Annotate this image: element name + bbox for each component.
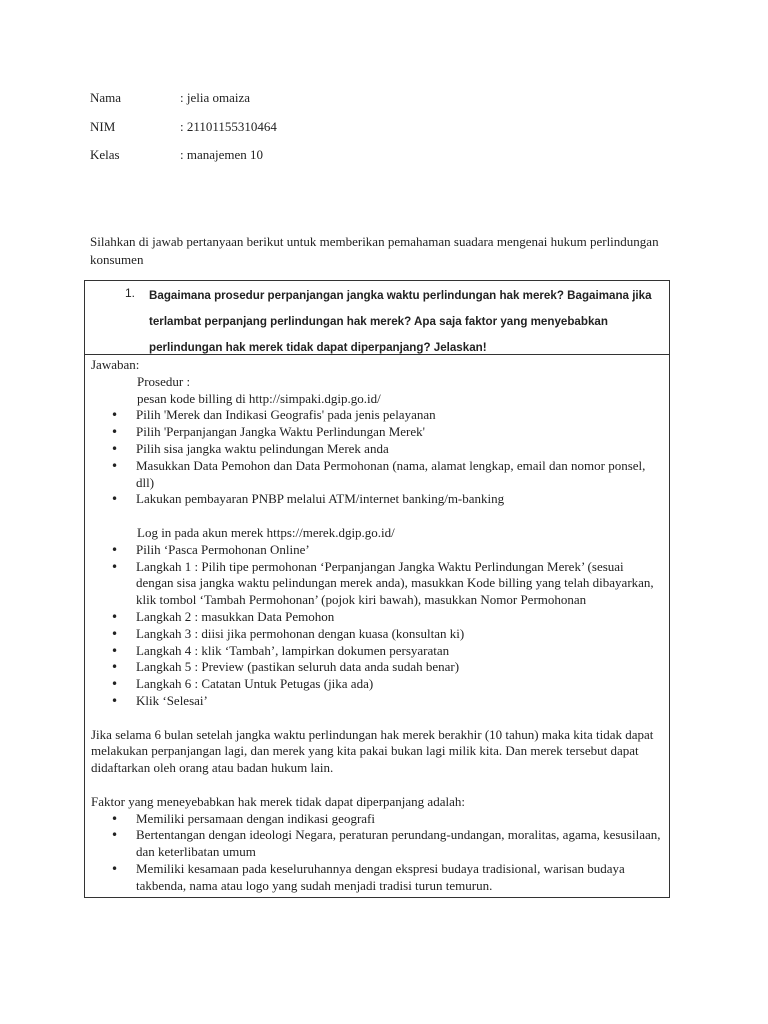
list-item: • Langkah 6 : Catatan Untuk Petugas (jika ada) bbox=[136, 676, 663, 693]
list-item: • Pilih sisa jangka waktu pelindungan Merek anda bbox=[136, 441, 663, 458]
identity-value: : manajemen 10 bbox=[180, 147, 264, 162]
list-item: • Memiliki kesamaan pada keseluruhannya dengan ekspresi budaya tradisional, warisan budaya takbenda, nama atau logo yang sudah menjadi tradisi turun temurun. bbox=[136, 861, 663, 895]
late-renewal-paragraph: Jika selama 6 bulan setelah jangka waktu perlindungan hak merek berakhir (10 tahun) maka kita tidak dapat melakukan perpanjangan lagi, dan merek yang kita pakai bukan lagi milik kita. Dan merek tersebut dapat didaftarkan oleh orang atau badan hukum lain. bbox=[91, 726, 654, 776]
billing-steps-list bbox=[91, 407, 663, 508]
list-item: • Langkah 2 : masukkan Data Pemohon bbox=[136, 609, 663, 626]
identity-row-nim bbox=[90, 119, 490, 148]
list-item: • Masukkan Data Pemohon dan Data Permohonan (nama, alamat lengkap, email dan nomor ponsel, dll) bbox=[136, 458, 663, 492]
list-item: • Langkah 5 : Preview (pastikan seluruh data anda sudah benar) bbox=[136, 659, 663, 676]
factors-list bbox=[91, 811, 663, 895]
question-number: 1. bbox=[124, 286, 135, 300]
login-steps-list bbox=[91, 542, 663, 710]
intro-paragraph: Silahkan di jawab pertanyaan berikut untuk memberikan pemahaman suadara mengenai hukum perlindungan konsumen bbox=[90, 234, 659, 267]
prosedur-label: Prosedur : bbox=[137, 373, 191, 389]
identity-label: Nama bbox=[90, 90, 122, 105]
list-item: • Langkah 3 : diisi jika permohonan dengan kuasa (konsultan ki) bbox=[136, 626, 663, 643]
question-row bbox=[85, 281, 669, 355]
list-item: • Memiliki persamaan dengan indikasi geografi bbox=[136, 811, 663, 828]
login-intro: Log in pada akun merek https://merek.dgip.go.id/ bbox=[137, 524, 395, 540]
question-text: Bagaimana prosedur perpanjangan jangka waktu perlindungan hak merek? Bagaimana jika terlambat perpanjang perlindungan hak merek? Apa saja faktor yang menyebabkan perlindungan hak merek tidak dapat diperpanjang? Jelaskan! bbox=[149, 289, 652, 354]
list-item: • Bertentangan dengan ideologi Negara, peraturan perundang-undangan, moralitas, agama, kesusilaan, dan keterlibatan umum bbox=[136, 827, 663, 861]
list-item: • Pilih ‘Pasca Permohonan Online’ bbox=[136, 542, 663, 559]
list-item: • Lakukan pembayaran PNBP melalui ATM/internet banking/m-banking bbox=[136, 491, 663, 508]
identity-value: : jelia omaiza bbox=[180, 90, 251, 105]
identity-value: : 21101155310464 bbox=[180, 118, 277, 134]
list-item: • Langkah 1 : Pilih tipe permohonan ‘Perpanjangan Jangka Waktu Perlindungan Merek’ (sesuai dengan sisa jangka waktu pelindungan merek anda), masukkan Kode billing yang telah dibayarkan, klik tombol ‘Tambah Permohonan’ (pojok kiri bawah), masukkan Nomor Permohonan bbox=[136, 559, 663, 609]
list-item: • Pilih 'Merek dan Indikasi Geografis' pada jenis pelayanan bbox=[136, 407, 663, 424]
question-answer-table bbox=[84, 280, 670, 898]
list-item: • Pilih 'Perpanjangan Jangka Waktu Perlindungan Merek' bbox=[136, 424, 663, 441]
identity-row-nama bbox=[90, 90, 490, 119]
factors-intro: Faktor yang meneyebabkan hak merek tidak dapat diperpanjang adalah: bbox=[91, 793, 465, 809]
billing-intro: pesan kode billing di http://simpaki.dgip.go.id/ bbox=[137, 390, 381, 406]
list-item: • Klik ‘Selesai’ bbox=[136, 693, 663, 710]
answer-label: Jawaban: bbox=[91, 357, 140, 372]
student-identity bbox=[90, 90, 490, 176]
identity-label: NIM bbox=[90, 118, 116, 134]
identity-row-kelas bbox=[90, 147, 490, 176]
identity-label: Kelas bbox=[90, 147, 120, 162]
answer-cell bbox=[85, 355, 669, 897]
list-item: • Langkah 4 : klik ‘Tambah’, lampirkan dokumen persyaratan bbox=[136, 643, 663, 660]
